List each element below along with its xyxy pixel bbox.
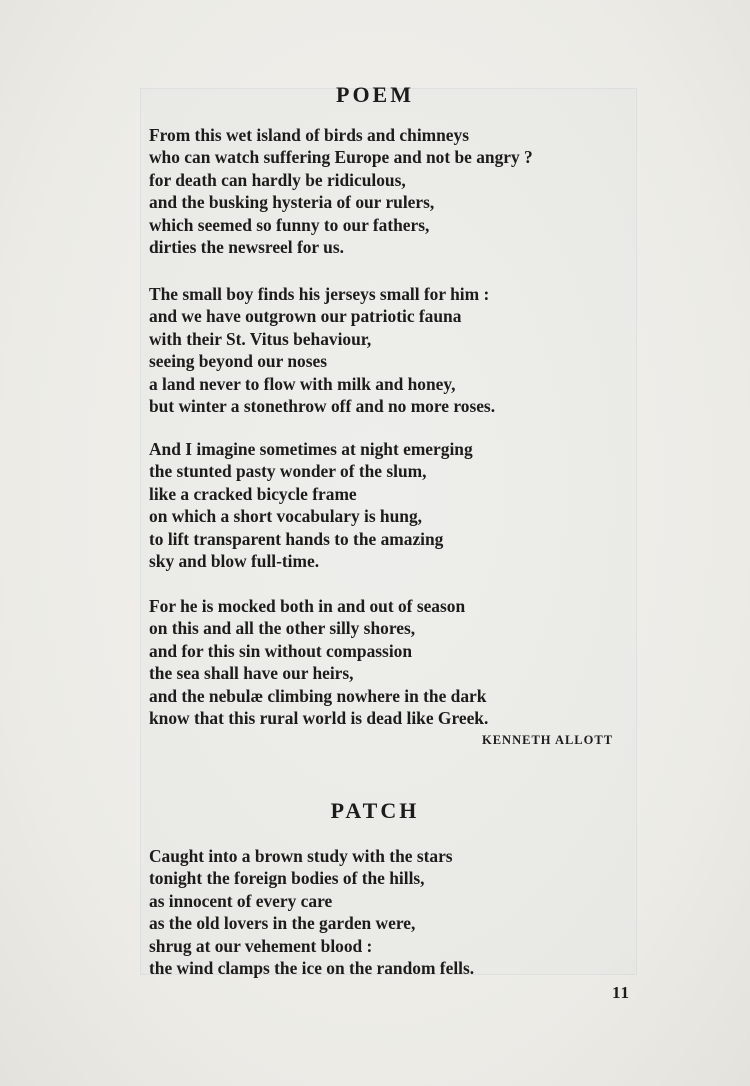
poem-line: sky and blow full-time. <box>149 551 320 572</box>
poem-line: a land never to flow with milk and honey, <box>149 373 456 394</box>
poem-line: but winter a stonethrow off and no more roses. <box>149 396 496 417</box>
poem-line: and for this sin without compassion <box>149 640 413 661</box>
poem-line: on which a short vocabulary is hung, <box>149 506 422 527</box>
page-number: 11 <box>612 983 631 1002</box>
poem-stanza-3 <box>149 438 473 572</box>
poem-line: and the nebulæ climbing nowhere in the dark <box>149 685 487 706</box>
poem-line: the sea shall have our heirs, <box>149 663 354 684</box>
poem-stanza-1 <box>149 124 533 258</box>
poem-line: Caught into a brown study with the stars <box>149 846 453 866</box>
patch-stanza-1 <box>149 845 474 979</box>
poem-line: to lift transparent hands to the amazing <box>149 528 444 549</box>
poem-line: as the old lovers in the garden were, <box>149 913 416 934</box>
poem-line: with their St. Vitus behaviour, <box>149 328 372 349</box>
poem-stanza-2 <box>149 283 495 417</box>
poem-line: as innocent of every care <box>149 890 333 911</box>
poem-line: From this wet island of birds and chimneys <box>149 125 469 145</box>
poem-title: PATCH <box>330 798 420 823</box>
poem-title: POEM <box>336 82 414 107</box>
poem-line: know that this rural world is dead like Greek. <box>149 708 489 729</box>
poem-line: seeing beyond our noses <box>149 351 327 372</box>
poem-stanza-4 <box>149 595 488 729</box>
poem-line: for death can hardly be ridiculous, <box>149 169 406 190</box>
poem-line: who can watch suffering Europe and not be angry ? <box>149 147 533 168</box>
poem-line: like a cracked bicycle frame <box>149 483 357 504</box>
poem-line: and the busking hysteria of our rulers, <box>149 192 435 213</box>
poem-line: the wind clamps the ice on the random fells. <box>149 958 475 979</box>
poem-line: which seemed so funny to our fathers, <box>149 214 430 235</box>
poem-line: shrug at our vehement blood : <box>149 935 373 956</box>
poem-line: And I imagine sometimes at night emerging <box>149 439 473 459</box>
poem-line: on this and all the other silly shores, <box>149 618 416 639</box>
poem-line: The small boy finds his jerseys small for him : <box>149 284 490 304</box>
poem-author: KENNETH ALLOTT <box>482 733 614 747</box>
poem-line: For he is mocked both in and out of season <box>149 596 466 616</box>
poem-line: the stunted pasty wonder of the slum, <box>149 461 427 482</box>
poem-line: tonight the foreign bodies of the hills, <box>149 868 425 889</box>
poem-line: dirties the newsreel for us. <box>149 237 344 258</box>
poem-line: and we have outgrown our patriotic fauna <box>149 306 462 327</box>
